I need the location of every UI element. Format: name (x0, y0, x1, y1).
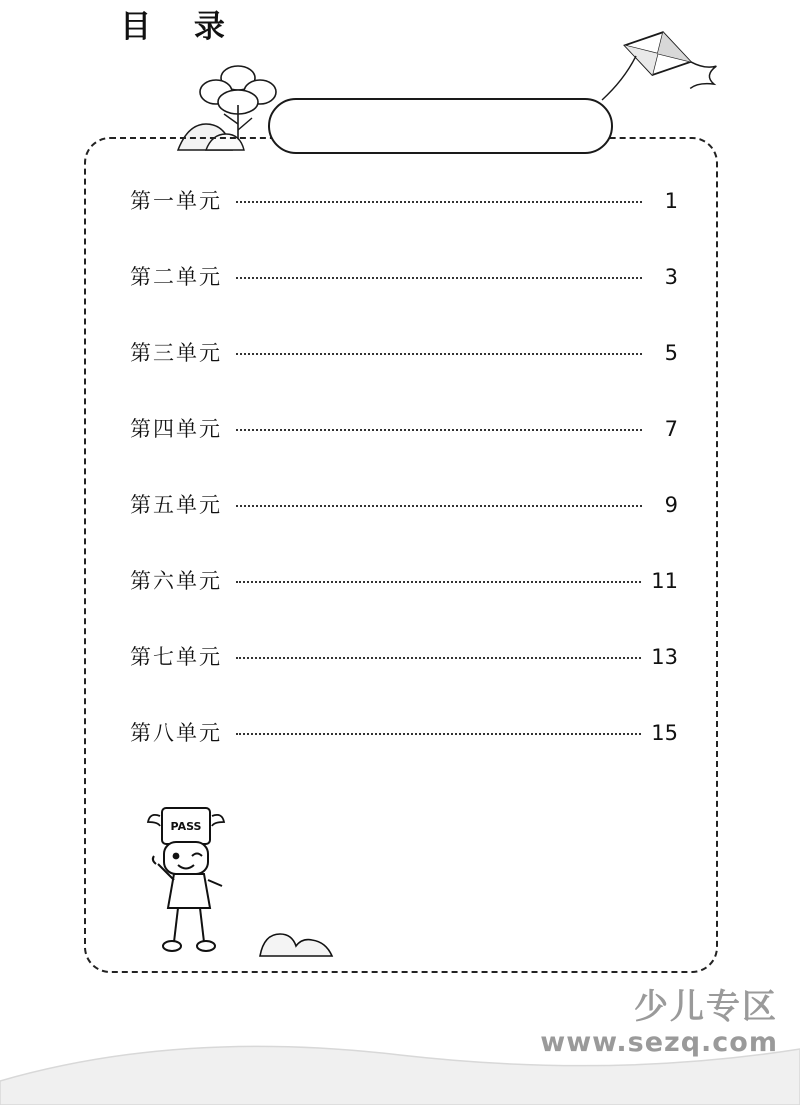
toc-entry-label: 第六单元 (130, 569, 222, 593)
toc-leader-dots (236, 732, 641, 735)
svg-text:PASS: PASS (170, 820, 202, 833)
watermark-url: www.sezq.com (540, 1026, 778, 1058)
title-banner (268, 98, 613, 154)
page-title: 目 录 (120, 9, 241, 45)
toc-entry-label: 第五单元 (130, 493, 222, 517)
toc-entry-label: 第四单元 (130, 417, 222, 441)
toc-leader-dots (236, 504, 642, 507)
toc-entry[interactable] (130, 337, 678, 413)
kite-icon (600, 18, 780, 138)
toc-entry-label: 第七单元 (130, 645, 222, 669)
toc-entry-label: 第三单元 (130, 341, 222, 365)
toc-entry[interactable] (130, 641, 678, 717)
toc-entry-page: 3 (664, 265, 678, 289)
toc-entry-page: 15 (651, 721, 678, 745)
toc-leader-dots (236, 200, 642, 203)
toc-entry[interactable] (130, 413, 678, 489)
toc-leader-dots (236, 276, 642, 279)
toc-entry[interactable] (130, 565, 678, 641)
watermark (540, 989, 778, 1059)
toc-entry-page: 1 (664, 189, 678, 213)
toc-leader-dots (236, 352, 642, 355)
toc-entry-label: 第二单元 (130, 265, 222, 289)
toc-entry-page: 7 (664, 417, 678, 441)
toc-entry-page: 11 (651, 569, 678, 593)
toc-entry-page: 9 (664, 493, 678, 517)
toc-leader-dots (236, 580, 641, 583)
mascot-icon (134, 800, 244, 960)
toc-entry-label: 第一单元 (130, 189, 222, 213)
bush-icon (258, 922, 334, 958)
watermark-brand: 少儿专区 (634, 987, 778, 1028)
toc-entry-label: 第八单元 (130, 721, 222, 745)
toc-entry-page: 13 (651, 645, 678, 669)
toc-entry[interactable] (130, 717, 678, 793)
toc-entry[interactable] (130, 489, 678, 565)
toc-leader-dots (236, 428, 642, 431)
toc-entry-page: 5 (664, 341, 678, 365)
toc-entry[interactable] (130, 185, 678, 261)
toc-leader-dots (236, 656, 641, 659)
table-of-contents (130, 185, 678, 793)
toc-entry[interactable] (130, 261, 678, 337)
